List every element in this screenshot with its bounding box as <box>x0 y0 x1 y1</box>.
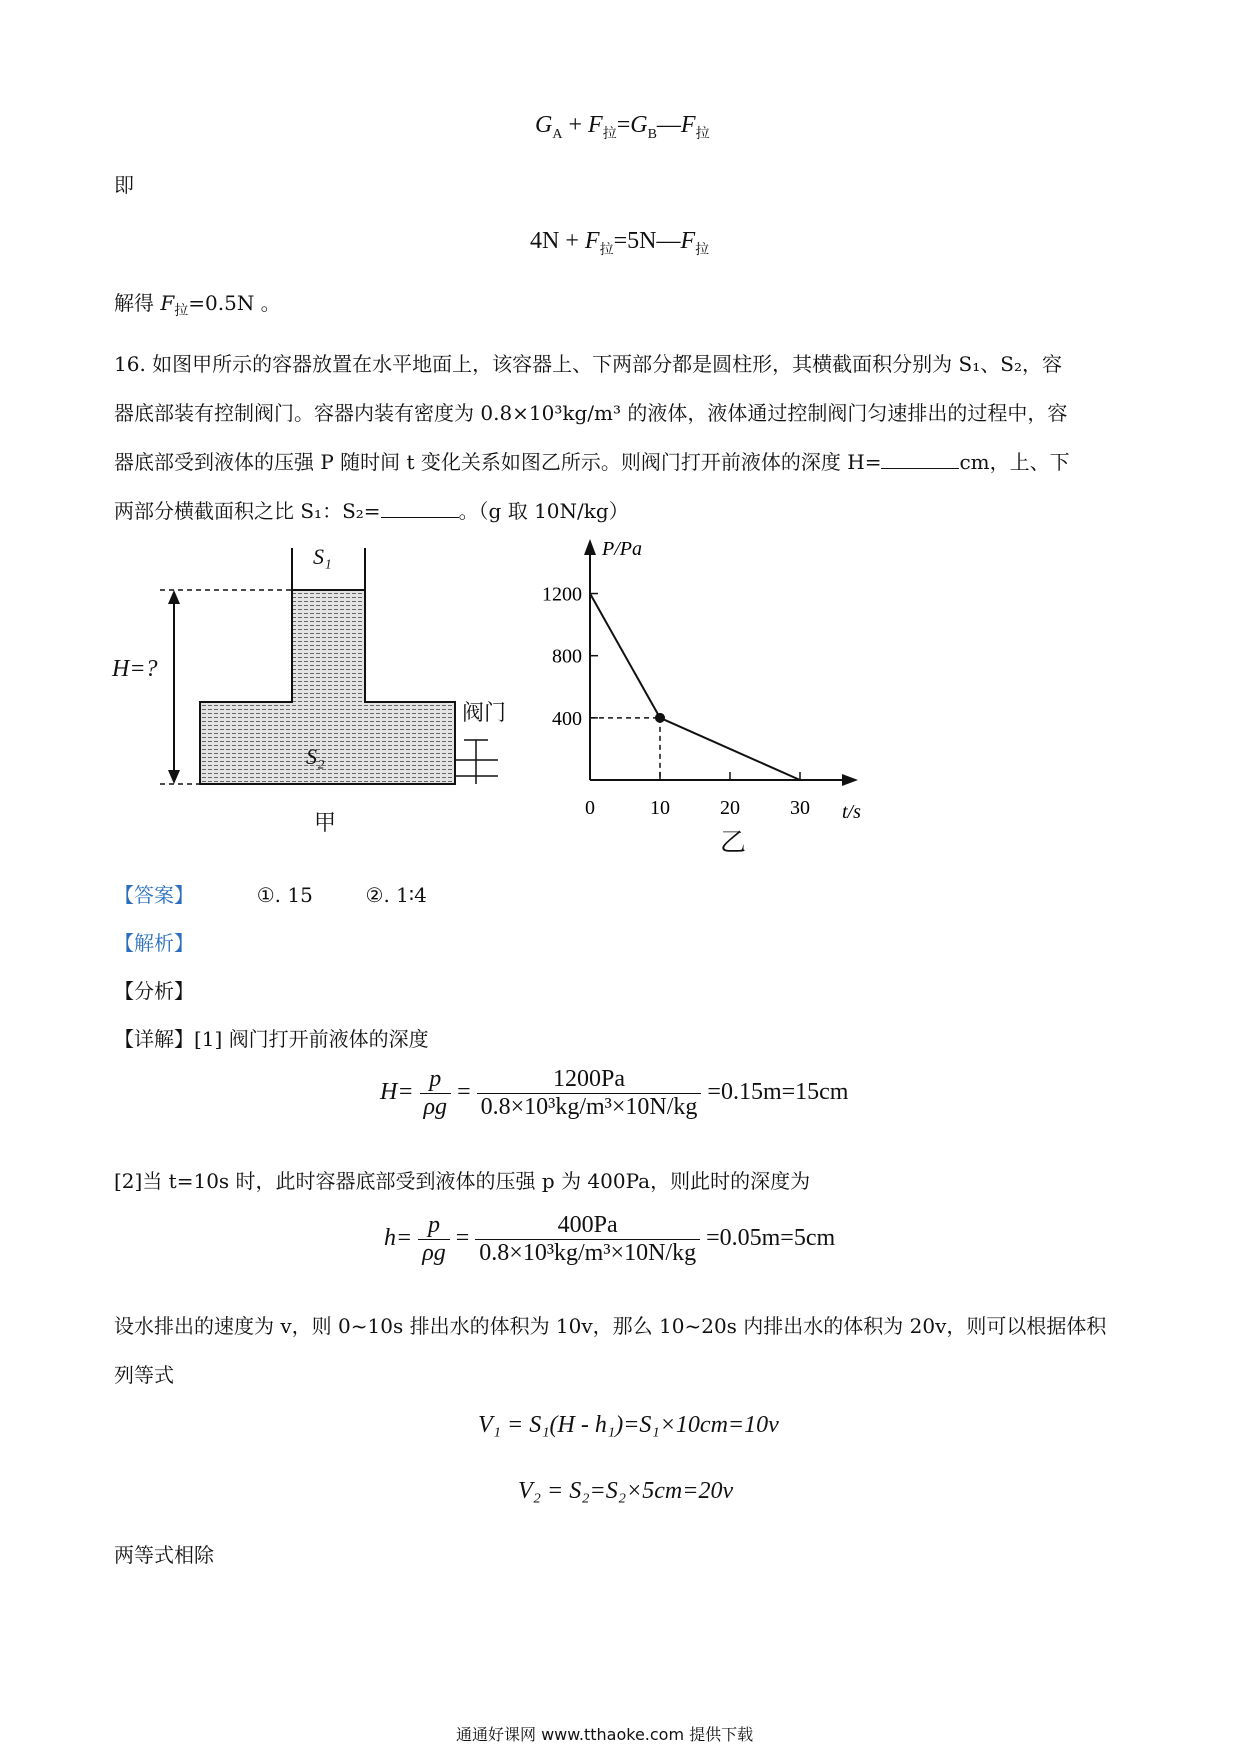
solve-value: =0.5N 。 <box>188 291 281 315</box>
arrow-head-down <box>168 770 180 784</box>
answer-blank-1 <box>881 446 959 469</box>
caption-jia: 甲 <box>314 811 337 836</box>
symbol-f: F <box>588 112 603 138</box>
subscript-la: 拉 <box>602 126 617 142</box>
fraction-denominator: ρg <box>422 1240 446 1266</box>
label-s2: S₂ <box>306 744 325 769</box>
pressure-time-chart <box>520 535 900 825</box>
equals-sign: = <box>616 112 631 138</box>
problem-statement <box>114 340 1126 536</box>
y-axis-label: P/Pa <box>602 538 642 560</box>
fraction-numerator: p <box>418 1212 450 1240</box>
equation-force-balance <box>535 112 710 143</box>
y-axis-arrow <box>584 539 596 555</box>
formula-result: =0.15m=15cm <box>707 1079 849 1106</box>
detail-line <box>114 1024 429 1054</box>
subscript-la: 拉 <box>174 303 189 319</box>
subscript-la: 拉 <box>695 126 710 142</box>
value-5n: 5N <box>627 228 657 254</box>
minus-sign: — <box>656 112 681 138</box>
fraction-denominator: ρg <box>423 1094 448 1120</box>
pressure-line <box>590 594 800 780</box>
answer-2: ②. 1∶4 <box>365 883 427 907</box>
subscript-la: 拉 <box>599 242 614 258</box>
x-axis-arrow <box>842 774 858 786</box>
equation-v1: V₁ = S₁(H - h₁)=S₁×10cm=10v <box>478 1412 779 1438</box>
fraction-denominator: 0.8×10³kg/m³×10N/kg <box>480 1094 698 1120</box>
closing-text: 两等式相除 <box>114 1543 214 1567</box>
answer-tag: 【答案】 <box>114 883 194 907</box>
x-tick-label: 30 <box>790 797 810 819</box>
subscript-la: 拉 <box>695 242 710 258</box>
velocity-paragraph <box>114 1302 1126 1400</box>
answer-blank-2 <box>381 495 459 518</box>
problem-line-4 <box>114 487 1126 536</box>
fraction-p-over-rhog <box>420 1066 452 1121</box>
equals-sign: = <box>457 1079 471 1106</box>
formula-result: =0.05m=5cm <box>706 1225 836 1252</box>
plus-sign: + <box>568 112 583 138</box>
detail-tag: 【详解】 <box>114 1027 194 1051</box>
page-footer: 通通好课网 www.tthaoke.com 提供下载 <box>456 1725 754 1744</box>
label-s1: S₁ <box>313 544 332 569</box>
solve-line <box>114 288 281 326</box>
fraction-numerator: p <box>420 1066 452 1094</box>
word-ji: 即 <box>114 173 134 197</box>
y-tick-label: 800 <box>552 645 582 668</box>
problem-line-3-unit: cm，上、下 <box>959 450 1070 474</box>
equals-sign: = <box>455 1225 470 1252</box>
liquid-fill <box>200 590 455 784</box>
symbol-f: F <box>584 228 600 254</box>
plus-sign: + <box>565 228 579 254</box>
problem-line-3-text: 器底部受到液体的压强 P 随时间 t 变化关系如图乙所示。则阀门打开前液体的深度 H= <box>114 450 882 474</box>
fraction-p-over-rhog <box>418 1212 450 1267</box>
equation-v2: V₂ = S₂=S₂×5cm=20v <box>518 1478 734 1504</box>
equation-numeric <box>530 228 709 259</box>
arrow-head-up <box>168 590 180 604</box>
formula-lhs: H= <box>380 1079 414 1106</box>
value-4n: 4N <box>530 228 560 254</box>
x-tick-label: 0 <box>585 797 595 819</box>
fraction-numerator: 400Pa <box>475 1212 700 1240</box>
analysis-tag: 【解析】 <box>114 931 194 955</box>
answer-1: ①. 15 <box>256 883 313 907</box>
problem-line-4-text: 两部分横截面积之比 S₁：S₂= <box>114 499 381 523</box>
y-tick-label: 400 <box>552 707 582 730</box>
fraction-numerator: 1200Pa <box>477 1066 702 1094</box>
step-2-text: [2]当 t=10s 时，此时容器底部受到液体的压强 p 为 400Pa，则此时的深度为 <box>114 1169 811 1193</box>
marked-point <box>655 713 665 723</box>
problem-line-1: 16. 如图甲所示的容器放置在水平地面上，该容器上、下两部分都是圆柱形，其横截面积分别为 S₁、S₂，容 <box>114 352 1062 376</box>
symbol-gb: G <box>630 112 648 138</box>
fraction-values <box>475 1212 700 1267</box>
label-height: H=? <box>112 656 158 682</box>
problem-line-4-tail: 。（g 取 10N/kg） <box>458 499 629 523</box>
answer-line <box>114 880 427 910</box>
problem-line-3 <box>114 438 1126 487</box>
fraction-values <box>477 1066 702 1121</box>
velocity-line-2: 列等式 <box>114 1363 174 1387</box>
x-tick-label: 20 <box>720 797 740 819</box>
symbol-f: F <box>160 291 175 315</box>
formula-depth-H <box>380 1066 848 1121</box>
caption-yi: 乙 <box>720 828 747 858</box>
symbol-f: F <box>680 228 696 254</box>
subscript-a: A <box>552 126 563 142</box>
label-valve: 阀门 <box>462 701 507 726</box>
formula-lhs: h= <box>384 1225 413 1252</box>
symbol-f: F <box>680 112 696 138</box>
x-tick-label: 10 <box>650 797 670 819</box>
subscript-b: B <box>647 126 657 142</box>
equals-sign: = <box>613 228 628 254</box>
detail-text: [1] 阀门打开前液体的深度 <box>194 1027 429 1051</box>
minus-sign: — <box>656 228 681 254</box>
y-tick-label: 1200 <box>542 583 582 606</box>
velocity-line-1: 设水排出的速度为 v，则 0~10s 排出水的体积为 10v，那么 10~20s 内排出水的体积为 20v，则可以根据体积 <box>114 1314 1107 1338</box>
symbol-ga: G <box>535 112 553 138</box>
problem-line-2: 器底部装有控制阀门。容器内装有密度为 0.8×10³kg/m³ 的液体，液体通过控制阀门匀速排出的过程中，容 <box>114 401 1068 425</box>
fenxi-tag: 【分析】 <box>114 979 194 1003</box>
solve-prefix: 解得 <box>114 291 154 315</box>
formula-depth-h <box>384 1212 835 1267</box>
fraction-denominator: 0.8×10³kg/m³×10N/kg <box>479 1240 697 1266</box>
x-axis-label: t/s <box>842 801 861 823</box>
